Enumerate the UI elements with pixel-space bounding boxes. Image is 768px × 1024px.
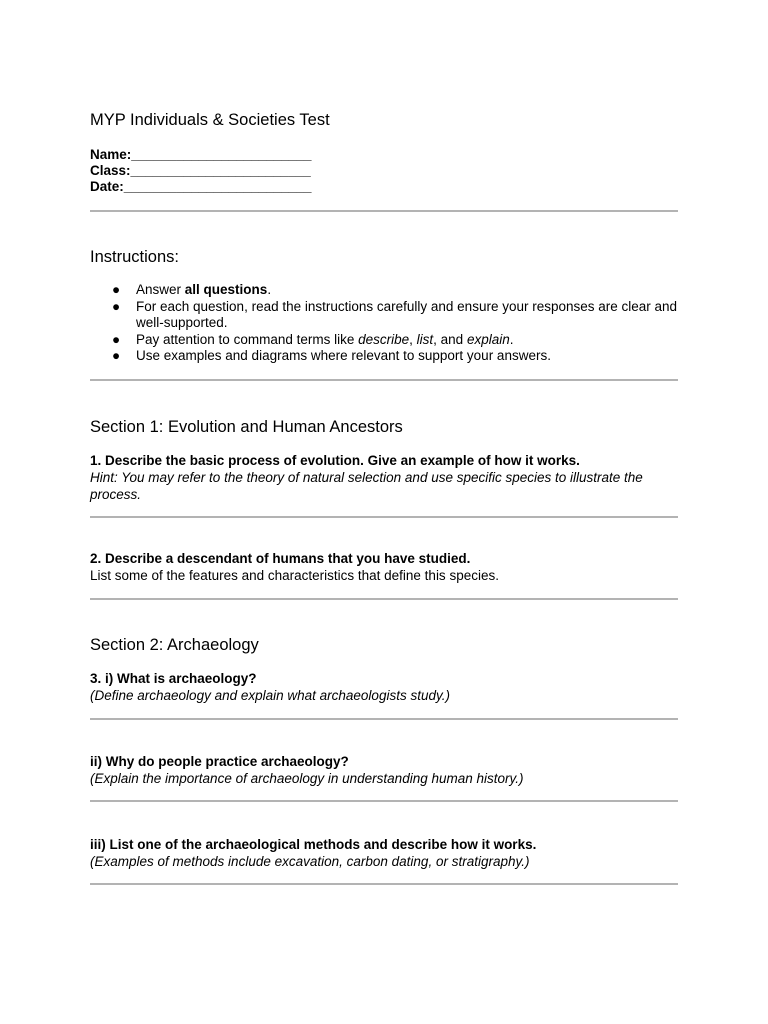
question-3i-title: 3. i) What is archaeology? <box>90 671 257 686</box>
question-3i-hint: (Define archaeology and explain what archaeologists study.) <box>90 688 450 703</box>
divider <box>90 883 678 885</box>
question-2-title: 2. Describe a descendant of humans that you have studied. <box>90 551 471 566</box>
divider <box>90 379 678 381</box>
instruction-item: ● Use examples and diagrams where relevant to support your answers. <box>112 348 551 363</box>
question-3iii-hint: (Examples of methods include excavation, carbon dating, or stratigraphy.) <box>90 854 530 869</box>
divider <box>90 210 678 212</box>
question-3ii-hint: (Explain the importance of archaeology in understanding human history.) <box>90 771 524 786</box>
section-1-heading: Section 1: Evolution and Human Ancestors <box>90 418 403 436</box>
bullet-icon: ● <box>112 348 121 363</box>
bullet-icon: ● <box>112 282 121 297</box>
instructions-heading: Instructions: <box>90 248 179 266</box>
section-2-heading: Section 2: Archaeology <box>90 636 259 654</box>
class-field: Class:________________________ <box>90 163 311 178</box>
instruction-item: ● Pay attention to command terms like describe, list, and explain. <box>112 331 514 347</box>
bullet-icon: ● <box>112 331 121 347</box>
question-1-title: 1. Describe the basic process of evolution. Give an example of how it works. <box>90 453 580 468</box>
divider <box>90 800 678 802</box>
instructions-list <box>112 282 682 365</box>
question-3iii-title: iii) List one of the archaeological methods and describe how it works. <box>90 837 537 852</box>
divider <box>90 718 678 720</box>
divider <box>90 598 678 600</box>
date-field: Date:_________________________ <box>90 179 312 194</box>
question-2 <box>90 550 680 584</box>
question-1-hint: Hint: You may refer to the theory of natural selection and use specific species to illustrate the process. <box>90 470 643 502</box>
question-1 <box>90 452 680 503</box>
question-2-text: List some of the features and characteristics that define this species. <box>90 568 499 583</box>
divider <box>90 516 678 518</box>
question-3iii <box>90 836 680 870</box>
instruction-item: ● Answer all questions. <box>112 282 272 297</box>
bullet-icon: ● <box>112 298 121 314</box>
question-3i <box>90 670 680 704</box>
document-title: MYP Individuals & Societies Test <box>90 111 330 129</box>
question-3ii-title: ii) Why do people practice archaeology? <box>90 754 349 769</box>
instruction-item: ● For each question, read the instructions carefully and ensure your responses are clear and well-supported. <box>112 298 678 330</box>
name-field: Name:________________________ <box>90 147 312 162</box>
question-3ii <box>90 753 680 787</box>
